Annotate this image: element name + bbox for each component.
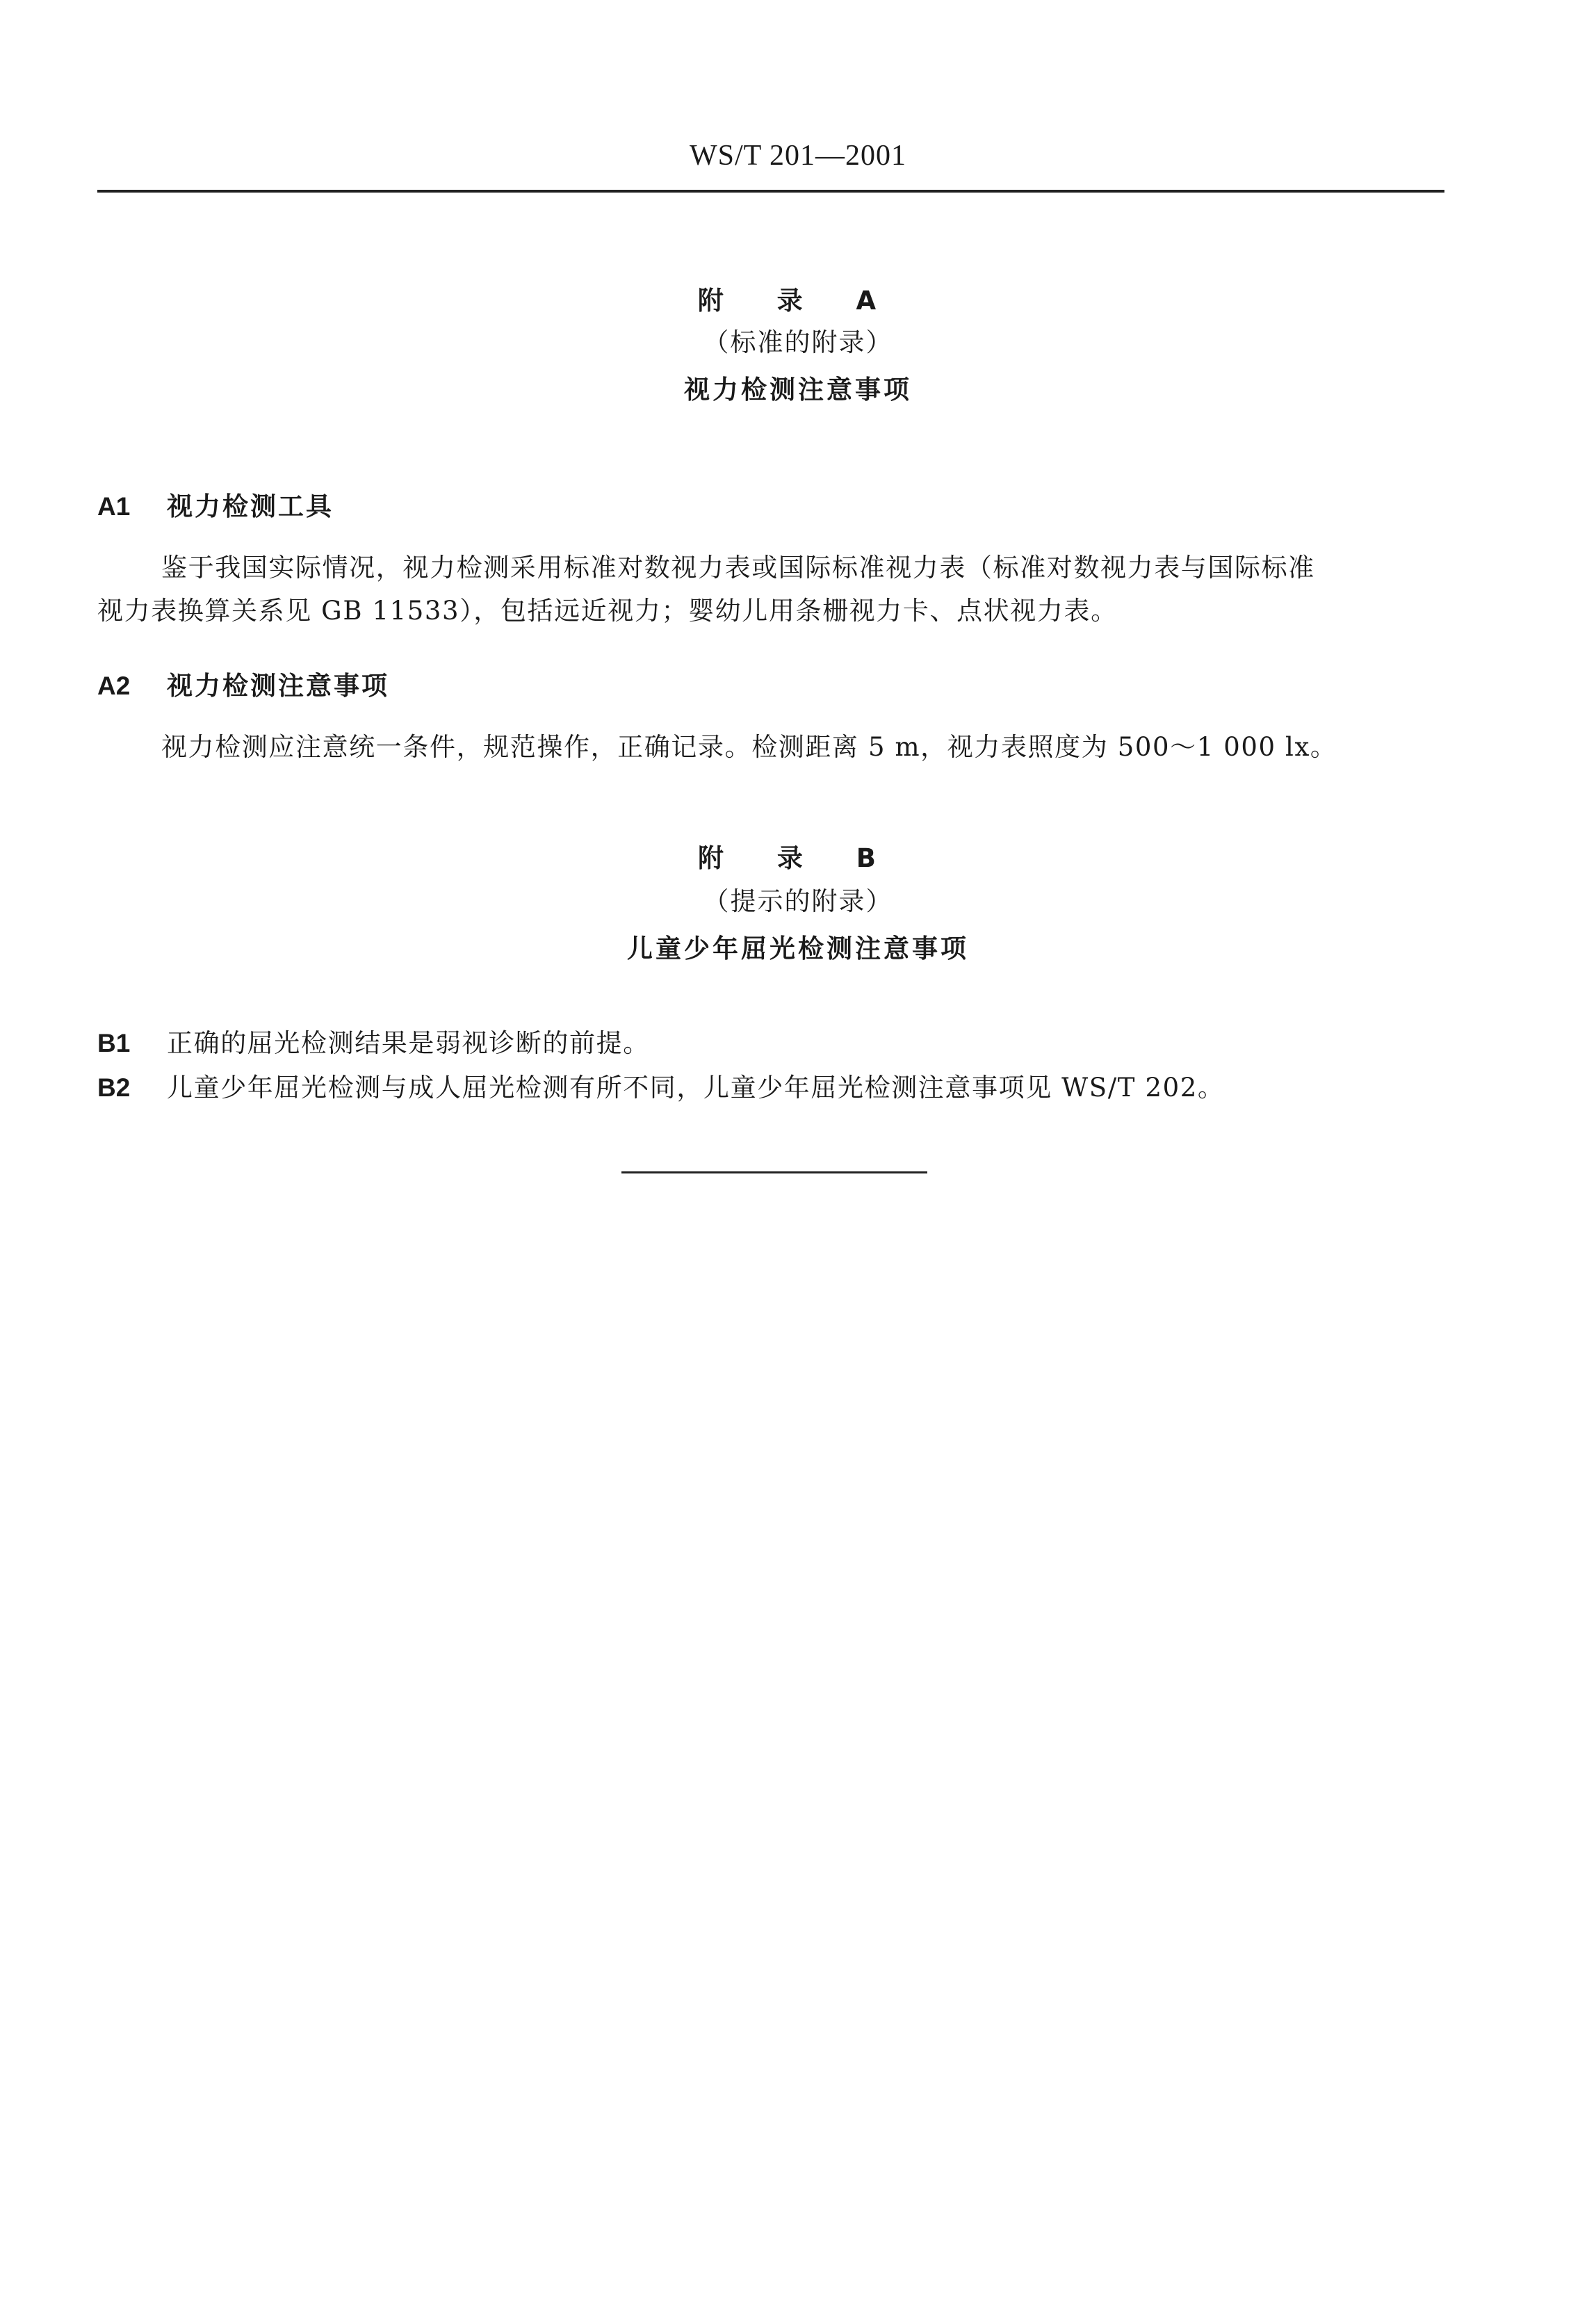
item-b1-text: 正确的屈光检测结果是弱视诊断的前提。	[167, 1028, 650, 1058]
item-b2-text: 儿童少年屈光检测与成人屈光检测有所不同，儿童少年屈光检测注意事项见 WS/T 202。	[167, 1073, 1225, 1103]
standard-code: WS/T 201—2001	[689, 140, 907, 172]
item-b1-number: B1	[97, 1029, 131, 1057]
clause-a1-line-2: 视力表换算关系见 GB 11533），包括远近视力；婴幼儿用条栅视力卡、点状视力表。	[97, 596, 1118, 626]
clause-a2-line-1: 视力检测应注意统一条件，规范操作，正确记录。检测距离 5 m，视力表照度为 500～1 000 lx。	[161, 732, 1337, 762]
annex-b-name: 儿童少年屈光检测注意事项	[627, 934, 969, 964]
end-rule	[621, 1171, 927, 1173]
item-b2-number: B2	[97, 1073, 131, 1102]
annex-a-subtitle: （标准的附录）	[703, 327, 893, 357]
clause-a1-heading	[97, 485, 334, 523]
clause-a1-title: 视力检测工具	[167, 491, 334, 521]
clause-a2-title: 视力检测注意事项	[167, 671, 389, 701]
annex-b-subtitle: （提示的附录）	[703, 886, 893, 916]
item-b2	[97, 1066, 1224, 1104]
annex-a-name: 视力检测注意事项	[684, 375, 912, 405]
clause-a2-heading	[97, 665, 389, 702]
clause-a1-line-1: 鉴于我国实际情况，视力检测采用标准对数视力表或国际标准视力表（标准对数视力表与国际标准	[161, 553, 1315, 583]
header-rule	[97, 190, 1444, 193]
clause-a1-number: A1	[97, 492, 131, 521]
item-b1	[97, 1022, 650, 1059]
clause-a2-number: A2	[97, 672, 131, 700]
annex-b-title: 附 录 B	[698, 843, 898, 873]
annex-a-title: 附 录 A	[697, 286, 899, 316]
